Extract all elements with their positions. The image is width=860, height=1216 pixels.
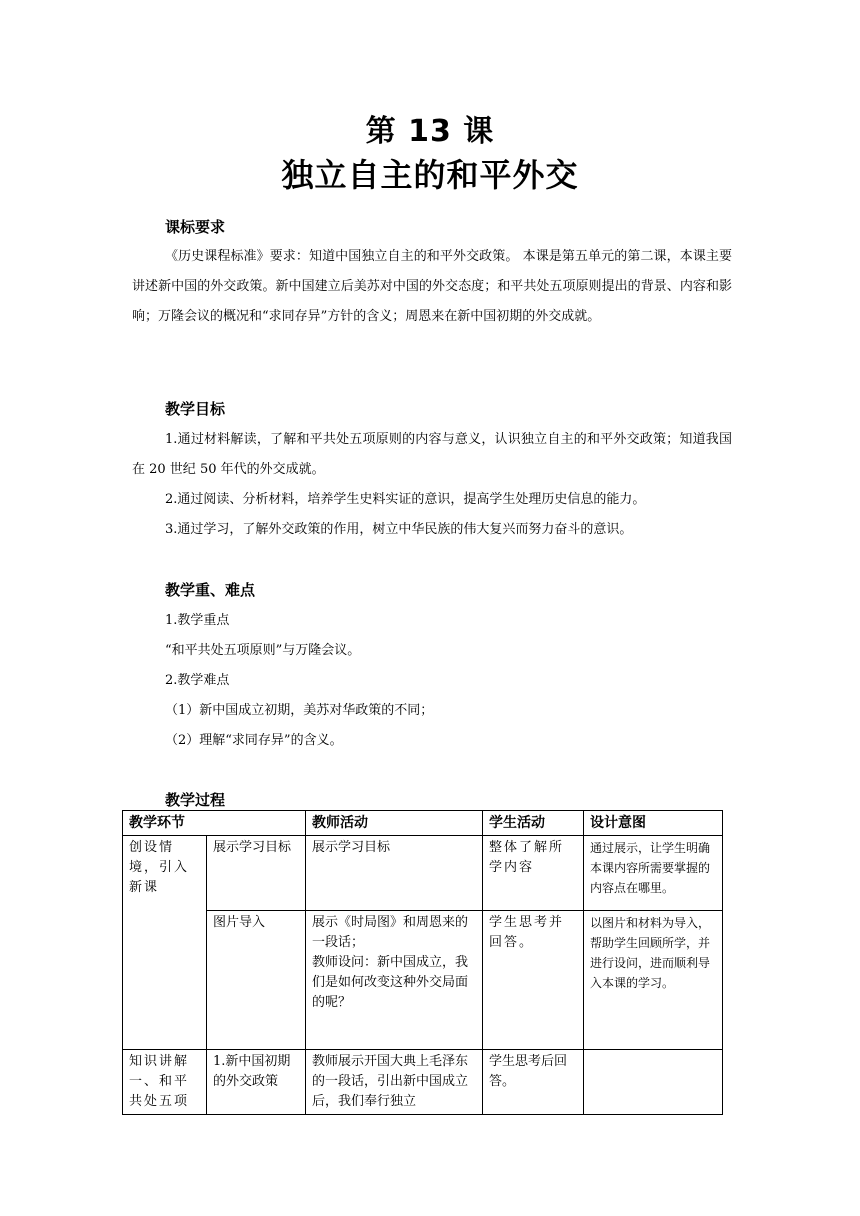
student-activity-cell: 学生思考后回答。 <box>483 1050 584 1115</box>
header-teacher: 教师活动 <box>306 811 483 836</box>
header-stage: 教学环节 <box>123 811 306 836</box>
process-table <box>122 810 723 1115</box>
standards-text: 《历史课程标准》要求：知道中国独立自主的和平外交政策。 本课是第五单元的第二课，本课主要讲述新中国的外交政策。新中国建立后美苏对中国的外交态度；和平共处五项原则提出的背景、内容和影响；万隆会议的概况和“求同存异”方针的含义；周恩来在新中国初期的外交成就。 <box>132 249 732 324</box>
header-intent: 设计意图 <box>584 811 723 836</box>
sub-stage-cell: 展示学习目标 <box>207 836 306 911</box>
goals-heading: 教学目标 <box>165 400 226 418</box>
lesson-title: 独立自主的和平外交 <box>281 156 579 194</box>
design-intent-cell: 通过展示，让学生明确本课内容所需要掌握的内容点在哪里。 <box>584 836 723 911</box>
process-heading: 教学过程 <box>165 791 226 809</box>
lesson-number: 第 13 课 <box>365 114 495 149</box>
difficulty-label: 2.教学难点 <box>165 673 230 688</box>
teacher-activity-cell: 教师展示开国大典上毛泽东的一段话，引出新中国成立后，我们奉行独立 <box>306 1050 483 1115</box>
table-row <box>123 836 723 911</box>
key-point-text: “和平共处五项原则”与万隆会议。 <box>165 643 361 658</box>
standards-heading: 课标要求 <box>165 218 226 236</box>
table-row <box>123 1050 723 1115</box>
header-student: 学生活动 <box>483 811 584 836</box>
stage-cell: 知识讲解一、和平共处五项 <box>123 1050 207 1115</box>
design-intent-cell: 以图片和材料为导入，帮助学生回顾所学，并进行设问，进而顺利导入本课的学习。 <box>584 911 723 1050</box>
goal-item-3: 3.通过学习，了解外交政策的作用，树立中华民族的伟大复兴而努力奋斗的意识。 <box>165 522 633 537</box>
teacher-activity-cell: 展示《时局图》和周恩来的一段话； 教师设问：新中国成立，我们是如何改变这种外交局面的呢？ <box>306 911 483 1050</box>
design-intent-cell <box>584 1050 723 1115</box>
difficulty-item-2: （2）理解“求同存异”的含义。 <box>165 733 343 748</box>
student-activity-cell: 学生思考并回答。 <box>483 911 584 1050</box>
table-header-row <box>123 811 723 836</box>
table-row <box>123 911 723 1050</box>
goal-item-2: 2.通过阅读、分析材料，培养学生史料实证的意识，提高学生处理历史信息的能力。 <box>165 492 646 507</box>
student-activity-cell: 整体了解所学内容 <box>483 836 584 911</box>
key-points-heading: 教学重、难点 <box>165 581 256 599</box>
goal-item-1: 1.通过材料解读，了解和平共处五项原则的内容与意义，认识独立自主的和平外交政策；知道我国在 20 世纪 50 年代的外交成就。 <box>132 432 732 477</box>
teacher-activity-cell: 展示学习目标 <box>306 836 483 911</box>
sub-stage-cell: 1.新中国初期的外交政策 <box>207 1050 306 1115</box>
stage-cell: 创设情境，引入新课 <box>123 836 207 1050</box>
key-point-label: 1.教学重点 <box>165 613 230 628</box>
difficulty-item-1: （1）新中国成立初期，美苏对华政策的不同； <box>165 703 434 718</box>
sub-stage-cell: 图片导入 <box>207 911 306 1050</box>
